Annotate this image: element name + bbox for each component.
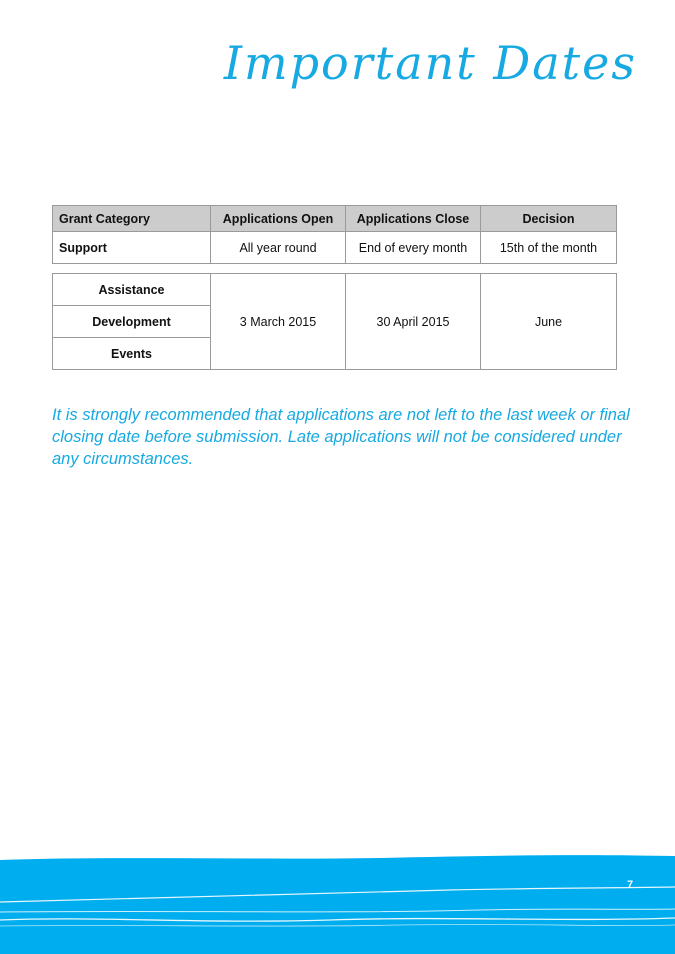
category-assistance: Assistance	[53, 274, 211, 306]
header-applications-close: Applications Close	[346, 206, 481, 232]
support-decision: 15th of the month	[481, 232, 617, 264]
support-open: All year round	[211, 232, 346, 264]
table-row	[53, 274, 617, 306]
dates-table-grants	[52, 273, 617, 370]
page-title: Important Dates	[223, 36, 637, 90]
table-row	[53, 232, 617, 264]
table-header-row	[53, 206, 617, 232]
header-grant-category: Grant Category	[53, 206, 211, 232]
header-decision: Decision	[481, 206, 617, 232]
dates-table-support	[52, 205, 617, 264]
header-applications-open: Applications Open	[211, 206, 346, 232]
group-open: 3 March 2015	[211, 274, 346, 370]
page-number: 7	[627, 879, 634, 891]
group-close: 30 April 2015	[346, 274, 481, 370]
support-category: Support	[53, 232, 211, 264]
submission-note: It is strongly recommended that applications are not left to the last week or final closing date before submission. Late applications will not be considered under any circumstances.	[52, 406, 630, 468]
category-development: Development	[53, 306, 211, 338]
support-close: End of every month	[346, 232, 481, 264]
group-decision: June	[481, 274, 617, 370]
category-events: Events	[53, 338, 211, 370]
footer-wave	[0, 854, 675, 954]
